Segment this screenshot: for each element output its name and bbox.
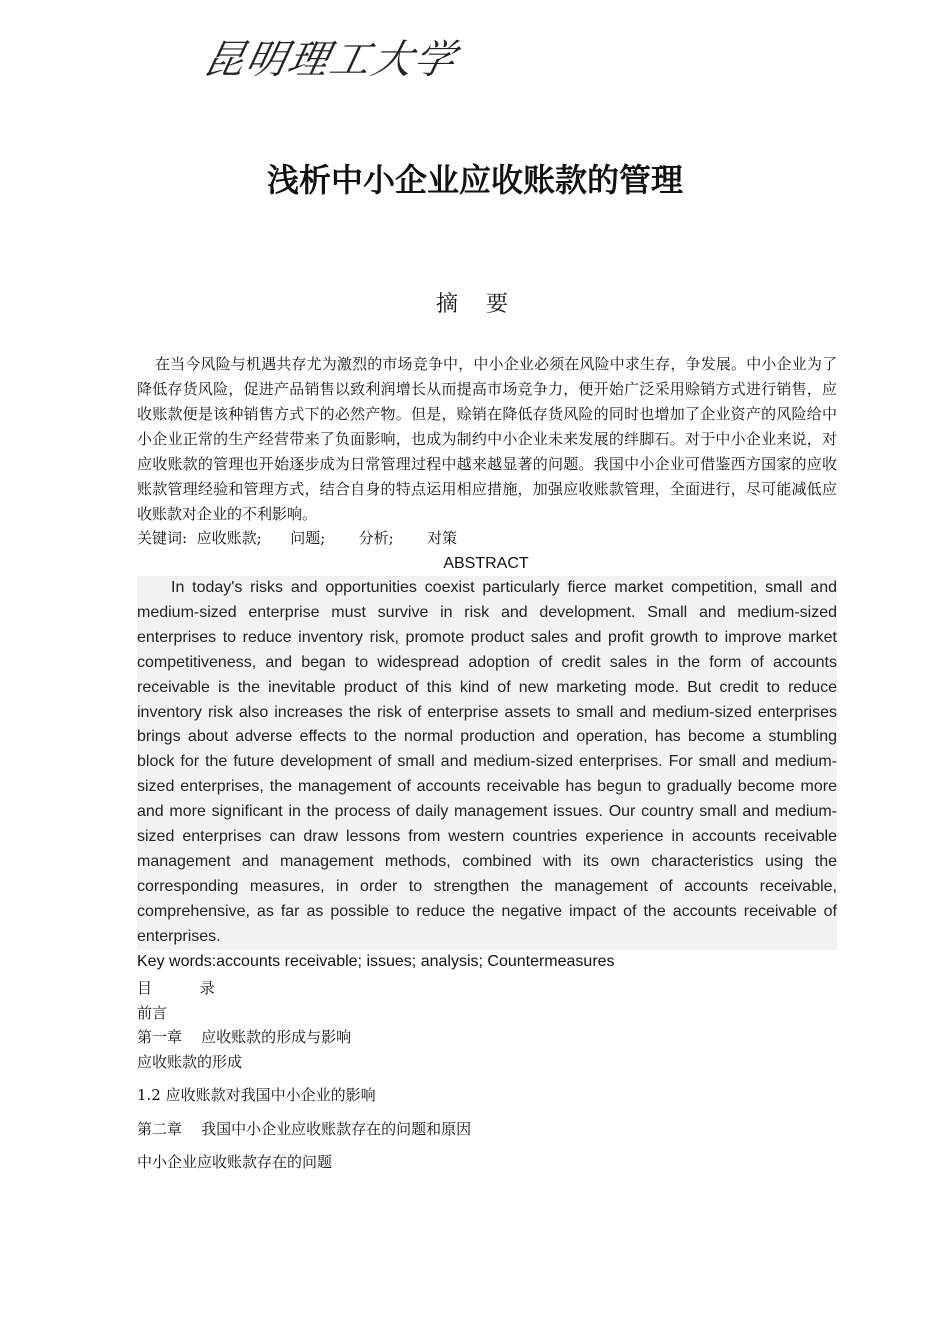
toc-item[interactable]: 前言 [137, 1004, 168, 1022]
chinese-keywords: 关键词: 应收账款; 问题; 分析; 对策 [137, 529, 458, 547]
english-abstract: In today's risks and opportunities coexist particularly fierce market competition, small and medium-sized enterprise must survive in risk and development. Small and medium-sized enterprises to reduce inventory risk, promote product sales and profit growth to improve market competitiveness, and began to widespread adoption of credit sales in the form of accounts receivable is the inevitable product of this kind of new marketing mode. But credit to reduce inventory risk also increases the risk of enterprise assets to small and medium-sized enterprises brings about adverse effects to the normal production and operation, has become a stumbling block for the future development of small and medium-sized enterprises. For small and medium-sized enterprises, the management of accounts receivable has begun to gradually become more and more significant in the process of daily management issues. Our country small and medium-sized enterprises can draw lessons from western countries experience in accounts receivable management and management methods, combined with its own characteristics using the corresponding measures, in order to strengthen the management of accounts receivable, comprehensive, as far as possible to reduce the negative impact of the accounts receivable of enterprises. [137, 576, 837, 950]
english-abstract-heading: ABSTRACT [443, 555, 529, 572]
toc-item[interactable]: 第一章 应收账款的形成与影响 [137, 1028, 352, 1046]
chinese-abstract: 在当今风险与机遇共存尤为激烈的市场竞争中，中小企业必须在风险中求生存，争发展。中小企业为了降低存货风险，促进产品销售以致利润增长从而提高市场竞争力，便开始广泛采用赊销方式进行销售，应收账款便是该种销售方式下的必然产物。但是，赊销在降低存货风险的同时也增加了企业资产的风险给中小企业正常的生产经营带来了负面影响，也成为制约中小企业未来发展的绊脚石。对于中小企业来说，对应收账款的管理也开始逐步成为日常管理过程中越来越显著的问题。我国中小企业可借鉴西方国家的应收账款管理经验和管理方式，结合自身的特点运用相应措施，加强应收账款管理，全面进行，尽可能减低应收账款对企业的不利影响。 [137, 355, 837, 523]
english-keywords: Key words:accounts receivable; issues; analysis; Countermeasures [137, 953, 615, 970]
abstract-heading: 摘要 [435, 292, 536, 317]
toc-heading: 目 录 [137, 979, 215, 997]
toc-item[interactable]: 应收账款的形成 [137, 1053, 243, 1071]
document-title: 浅析中小企业应收账款的管理 [266, 161, 683, 199]
toc-item[interactable]: 1.2 应收账款对我国中小企业的影响 [137, 1086, 376, 1104]
toc-item[interactable]: 中小企业应收账款存在的问题 [137, 1153, 333, 1171]
university-logo: 昆明理工大学 [199, 37, 462, 83]
toc-item[interactable]: 第二章 我国中小企业应收账款存在的问题和原因 [137, 1120, 472, 1138]
